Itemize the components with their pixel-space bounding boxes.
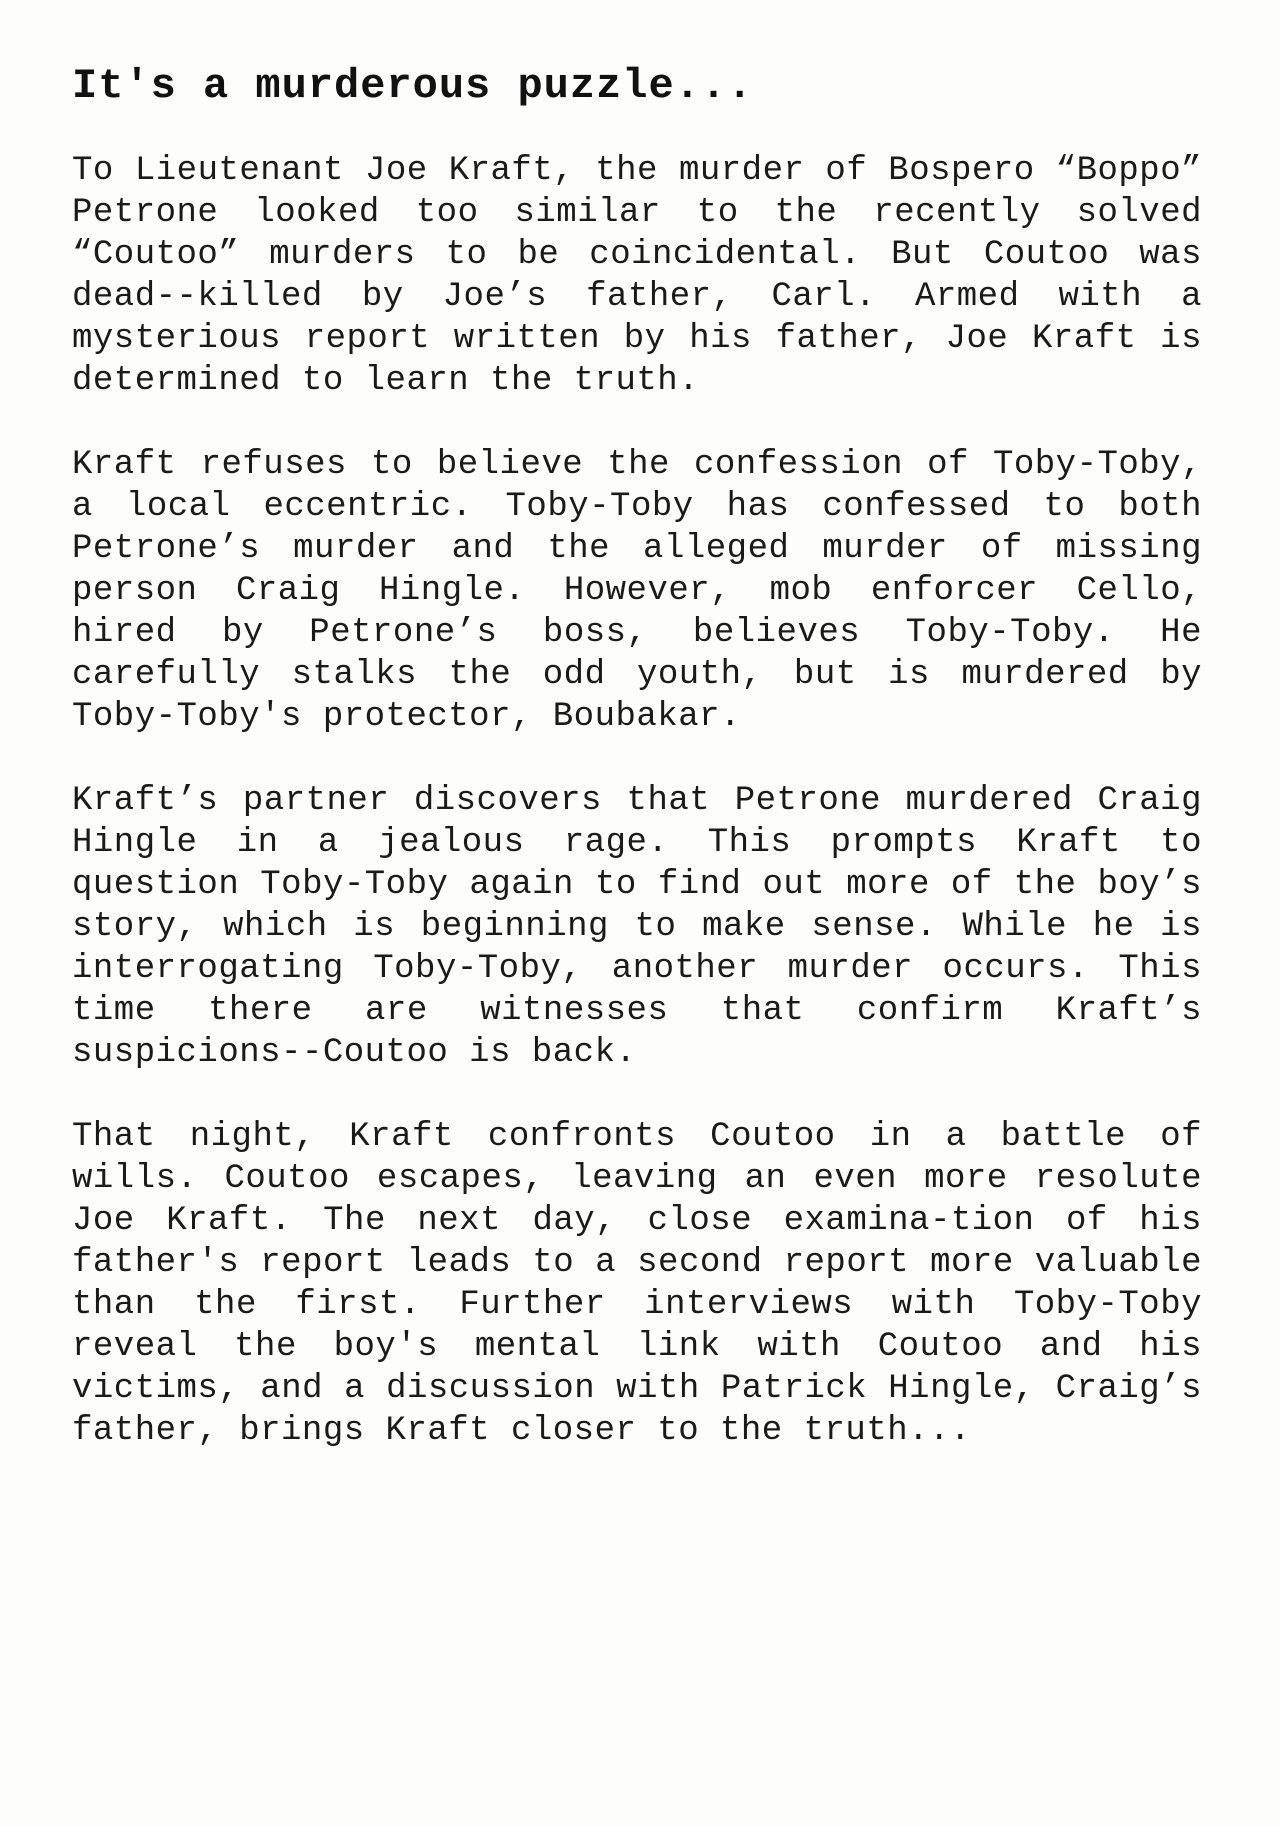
paragraph-intro: To Lieutenant Joe Kraft, the murder of Bospero “Boppo” Petrone looked too similar to the recently solved “Coutoo” murders to be coincidental. But Coutoo was dead--killed by Joe’s father, Carl. Armed with a mysterious report written by his father, Joe Kraft is determined to learn the truth. [72, 152, 1202, 400]
paragraph-confrontation: That night, Kraft confronts Coutoo in a battle of wills. Coutoo escapes, leaving an even more resolute Joe Kraft. The next day, close examina-tion of his father's report leads to a second report more valuable than the first. Further interviews with Toby-Toby reveal the boy's mental link with Coutoo and his victims, and a discussion with Patrick Hingle, Craig’s father, brings Kraft closer to the truth... [72, 1118, 1202, 1450]
paragraph-confession: Kraft refuses to believe the confession of Toby-Toby, a local eccentric. Toby-Toby has confessed to both Petrone’s murder and the alleged murder of missing person Craig Hingle. However, mob enforcer Cello, hired by Petrone’s boss, believes Toby-Toby. He carefully stalks the odd youth, but is murdered by Toby-Toby's protector, Boubakar. [72, 446, 1202, 736]
body-text [72, 150, 1202, 1494]
paragraph-partner-discovery: Kraft’s partner discovers that Petrone murdered Craig Hingle in a jealous rage. This prompts Kraft to question Toby-Toby again to find out more of the boy’s story, which is beginning to make sense. While he is interrogating Toby-Toby, another murder occurs. This time there are witnesses that confirm Kraft’s suspicions--Coutoo is back. [72, 782, 1202, 1072]
page-heading: It's a murderous puzzle... [72, 62, 754, 110]
